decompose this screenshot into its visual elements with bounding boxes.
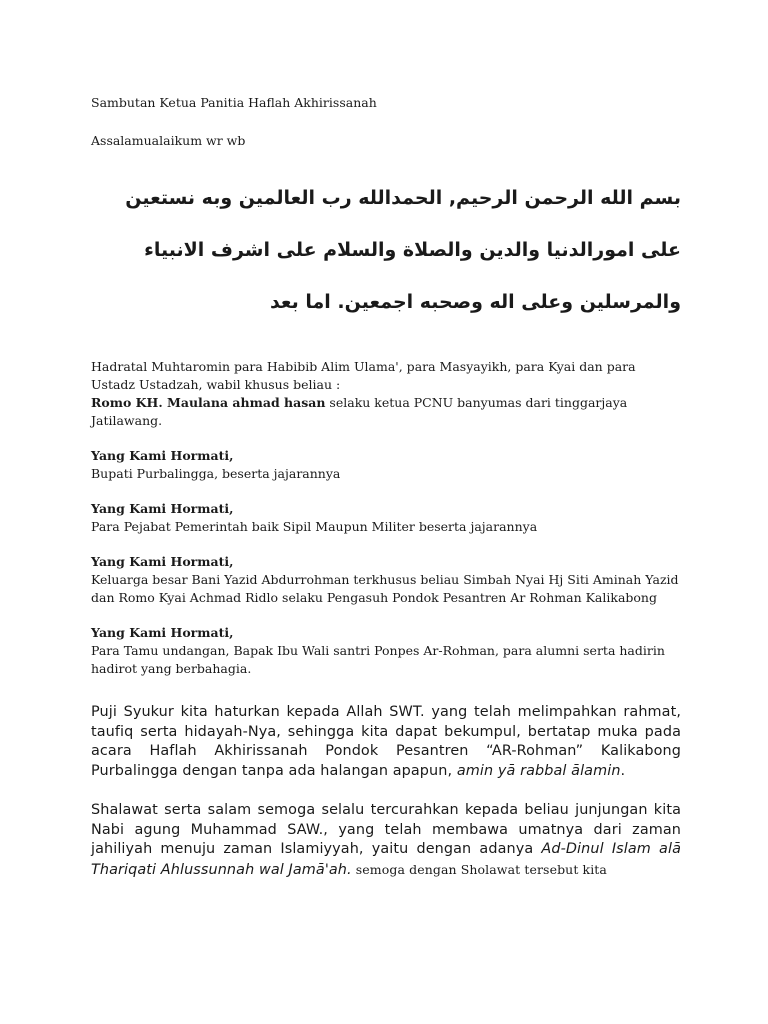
praise-paragraph (91, 703, 681, 781)
praise-end: . (620, 762, 626, 779)
honorific-text: Para Tamu undangan, Bapak Ibu Wali santri Ponpes Ar-Rohman, para alumni serta hadirin hadirot yang berbahagia. (91, 643, 665, 676)
document-title: Sambutan Ketua Panitia Haflah Akhirissanah (91, 95, 377, 110)
honorific-text: Keluarga besar Bani Yazid Abdurrohman terkhusus beliau Simbah Nyai Hj Siti Aminah Yazid dan Romo Kyai Achmad Ridlo selaku Pengasuh Pondok Pesantren Ar Rohman Kalikabong (91, 572, 679, 605)
honorific-text: Para Pejabat Pemerintah baik Sipil Maupun Militer beserta jajarannya (91, 519, 538, 534)
shalawat-paragraph (91, 801, 681, 880)
document-page (91, 94, 681, 880)
honoree-description: selaku ketua PCNU banyumas dari tinggarjaya Jatilawang. (91, 395, 628, 428)
arabic-line: والمرسلين وعلى اله وصحبه اجمعين. اما بعد (269, 291, 681, 313)
honorific-heading: Yang Kami Hormati, (91, 554, 234, 569)
shalawat-text: Shalawat serta salam semoga selalu tercurahkan kepada beliau junjungan kita Nabi agung Muhammad SAW., yang telah membawa umatnya dari zaman jahiliyah menuju zaman Islamiyyah, yaitu dengan adanya (91, 802, 681, 857)
honorific-heading: Yang Kami Hormati, (91, 501, 234, 516)
shalawat-italic: Ad-Dinul Islam alā Thariqati Ahlussunnah wal Jamā'ah. (91, 841, 681, 878)
honorific-text: Bupati Purbalingga, beserta jajarannya (91, 466, 341, 481)
honorific-block (91, 553, 681, 607)
greeting: Assalamualaikum wr wb (91, 133, 246, 148)
praise-italic: amin yā rabbal ālamin (456, 762, 621, 779)
shalawat-tail: semoga dengan Sholawat tersebut kita (351, 861, 607, 877)
honoree-name: Romo KH. Maulana ahmad hasan (91, 395, 326, 410)
intro-block (91, 358, 681, 430)
arabic-line: بسم الله الرحمن الرحيم, الحمدالله رب العالمين وبه نستعين (125, 187, 681, 209)
intro-line: Hadratal Muhtaromin para Habibib Alim Ulama', para Masyayikh, para Kyai dan para Ustadz Ustadzah, wabil khusus beliau : (91, 359, 636, 392)
honorific-block (91, 624, 681, 678)
honorific-block (91, 447, 681, 483)
praise-text: Puji Syukur kita haturkan kepada Allah SWT. yang telah melimpahkan rahmat, taufiq serta hidayah-Nya, sehingga kita dapat bekumpul, bertatap muka pada acara Haflah Akhirissanah Pondok Pesantren “AR-Rohman” Kalikabong Purbalingga dengan tanpa ada halangan apapun, (91, 704, 681, 779)
arabic-opening (91, 172, 681, 328)
honorific-heading: Yang Kami Hormati, (91, 625, 234, 640)
intro-name-line (91, 394, 681, 430)
honorific-heading: Yang Kami Hormati, (91, 448, 234, 463)
honorific-block (91, 500, 681, 536)
arabic-line: على امورالدنيا والدين والصلاة والسلام على اشرف الانبياء (144, 239, 681, 261)
